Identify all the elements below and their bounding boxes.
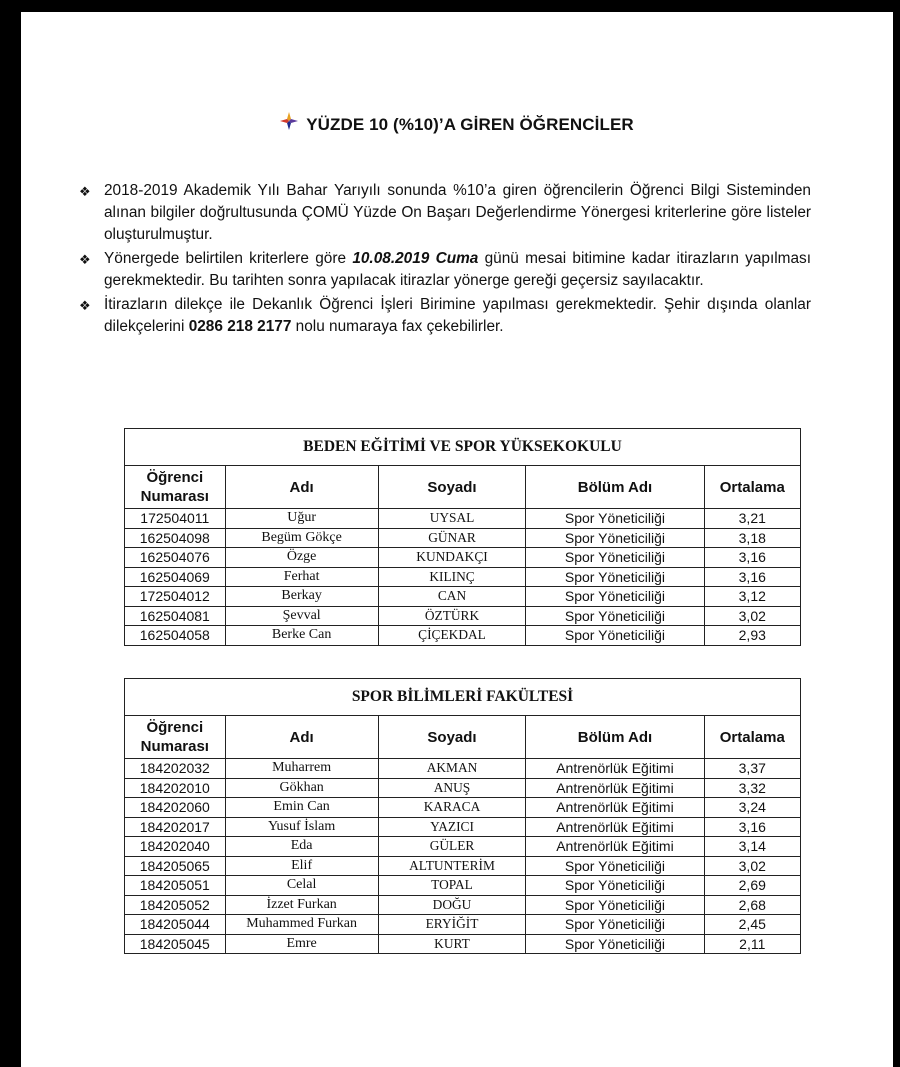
table-cell: ERYİĞİT (378, 915, 526, 935)
table-row (125, 798, 801, 818)
notice-text: günü mesai bitimine kadar itirazların yapılması gerekmektedir. Bu tarihten sonra yapılacak itirazlar yönerge gereği geçersiz sayılacaktır. (104, 250, 811, 289)
table-cell: 184205045 (125, 934, 226, 954)
table-cell: 2,93 (704, 626, 800, 646)
notice-item (79, 248, 811, 292)
table-row (125, 915, 801, 935)
table-cell: Eda (225, 837, 378, 857)
table-cell: 3,12 (704, 587, 800, 607)
table-cell: 162504069 (125, 567, 226, 587)
table-cell: 3,02 (704, 606, 800, 626)
table-row (125, 934, 801, 954)
table-cell: 184202010 (125, 778, 226, 798)
table-cell: Spor Yöneticiliği (526, 626, 704, 646)
column-header: Soyadı (378, 716, 526, 759)
table-cell: 2,45 (704, 915, 800, 935)
table-caption: SPOR BİLİMLERİ FAKÜLTESİ (125, 679, 801, 716)
table-cell: ALTUNTERİM (378, 856, 526, 876)
table-cell: Şevval (225, 606, 378, 626)
table-cell: Antrenörlük Eğitimi (526, 759, 704, 779)
column-header: Bölüm Adı (526, 466, 704, 509)
notice-text: 0286 218 2177 (188, 318, 292, 335)
table-cell: 162504081 (125, 606, 226, 626)
notice-item (79, 294, 811, 338)
table-cell: KUNDAKÇI (378, 548, 526, 568)
table-cell: TOPAL (378, 876, 526, 896)
table-cell: Ferhat (225, 567, 378, 587)
table-cell: Celal (225, 876, 378, 896)
table-cell: Spor Yöneticiliği (526, 567, 704, 587)
table-cell: 2,11 (704, 934, 800, 954)
document-page (21, 12, 893, 1067)
table-cell: UYSAL (378, 509, 526, 529)
table-cell: 184202032 (125, 759, 226, 779)
table-cell: Gökhan (225, 778, 378, 798)
column-header: Adı (225, 466, 378, 509)
table-cell: 184202040 (125, 837, 226, 857)
diamond-bullet-icon: ❖ (79, 252, 91, 267)
table-cell: KURT (378, 934, 526, 954)
table-cell: DOĞU (378, 895, 526, 915)
table-cell: CAN (378, 587, 526, 607)
table-header-row (125, 716, 801, 759)
table-cell: Spor Yöneticiliği (526, 856, 704, 876)
table-row (125, 509, 801, 529)
table-cell: Özge (225, 548, 378, 568)
column-header: Ortalama (704, 466, 800, 509)
table-cell: 184205051 (125, 876, 226, 896)
table-cell: Berkay (225, 587, 378, 607)
table-row (125, 759, 801, 779)
table-row (125, 856, 801, 876)
notice-text: nolu numaraya fax çekebilirler. (291, 318, 504, 335)
table-cell: Antrenörlük Eğitimi (526, 778, 704, 798)
table-cell: Spor Yöneticiliği (526, 587, 704, 607)
table-row (125, 626, 801, 646)
table-header-row (125, 466, 801, 509)
column-header: Öğrenci Numarası (125, 716, 226, 759)
table-cell: 2,68 (704, 895, 800, 915)
table-cell: Emin Can (225, 798, 378, 818)
table-cell: ANUŞ (378, 778, 526, 798)
notice-text: Yönergede belirtilen kriterlere göre (104, 250, 353, 267)
table-cell: KILINÇ (378, 567, 526, 587)
table-cell: YAZICI (378, 817, 526, 837)
notice-text: İtirazların dilekçe ile Dekanlık Öğrenci İşleri Birimine yapılması gerekmektedir. Şehir dışında olanlar dilekçelerini (104, 296, 811, 335)
table-cell: 3,16 (704, 567, 800, 587)
document-title-text: YÜZDE 10 (%10)’A GİREN ÖĞRENCİLER (306, 114, 634, 134)
table-cell: 172504012 (125, 587, 226, 607)
table-cell: Spor Yöneticiliği (526, 548, 704, 568)
table-cell: Uğur (225, 509, 378, 529)
table-cell: 184202060 (125, 798, 226, 818)
table-cell: Muharrem (225, 759, 378, 779)
table-cell: Spor Yöneticiliği (526, 895, 704, 915)
table-cell: İzzet Furkan (225, 895, 378, 915)
column-header: Öğrenci Numarası (125, 466, 226, 509)
table-cell: AKMAN (378, 759, 526, 779)
table-cell: 3,02 (704, 856, 800, 876)
table-row (125, 548, 801, 568)
table-cell: 184202017 (125, 817, 226, 837)
table-cell: Muhammed Furkan (225, 915, 378, 935)
column-header: Ortalama (704, 716, 800, 759)
table-cell: Elif (225, 856, 378, 876)
table-cell: 3,32 (704, 778, 800, 798)
diamond-bullet-icon: ❖ (79, 298, 91, 313)
notice-item (79, 180, 811, 246)
table-row (125, 528, 801, 548)
column-header: Adı (225, 716, 378, 759)
four-point-star-icon (280, 112, 298, 135)
column-header: Bölüm Adı (526, 716, 704, 759)
table-cell: Berke Can (225, 626, 378, 646)
table-row (125, 876, 801, 896)
notice-list (79, 180, 811, 340)
table-cell: 162504058 (125, 626, 226, 646)
table-cell: Spor Yöneticiliği (526, 915, 704, 935)
table-cell: ÖZTÜRK (378, 606, 526, 626)
table-cell: 3,18 (704, 528, 800, 548)
table-cell: 3,21 (704, 509, 800, 529)
diamond-bullet-icon: ❖ (79, 184, 91, 199)
table-caption: BEDEN EĞİTİMİ VE SPOR YÜKSEKOKULU (125, 429, 801, 466)
table-cell: GÜLER (378, 837, 526, 857)
table-beden-egitimi (124, 428, 801, 646)
table-cell: 172504011 (125, 509, 226, 529)
table-cell: ÇİÇEKDAL (378, 626, 526, 646)
document-title (21, 114, 893, 137)
table-cell: Spor Yöneticiliği (526, 876, 704, 896)
column-header: Soyadı (378, 466, 526, 509)
table-row (125, 606, 801, 626)
table-row (125, 567, 801, 587)
table-cell: GÜNAR (378, 528, 526, 548)
table-cell: 3,16 (704, 817, 800, 837)
notice-text: 10.08.2019 Cuma (352, 250, 479, 267)
table-spor-bilimleri (124, 678, 801, 954)
table-cell: Antrenörlük Eğitimi (526, 817, 704, 837)
table-cell: 184205065 (125, 856, 226, 876)
table-cell: 184205052 (125, 895, 226, 915)
table-cell: Spor Yöneticiliği (526, 509, 704, 529)
table-cell: Begüm Gökçe (225, 528, 378, 548)
table-cell: 2,69 (704, 876, 800, 896)
table-cell: Spor Yöneticiliği (526, 934, 704, 954)
table-cell: Antrenörlük Eğitimi (526, 798, 704, 818)
table-row (125, 587, 801, 607)
table-cell: Yusuf İslam (225, 817, 378, 837)
table-row (125, 817, 801, 837)
table-cell: 3,37 (704, 759, 800, 779)
table-cell: 3,16 (704, 548, 800, 568)
table-cell: 3,24 (704, 798, 800, 818)
table-cell: 162504076 (125, 548, 226, 568)
table-cell: Emre (225, 934, 378, 954)
notice-text: 2018-2019 Akademik Yılı Bahar Yarıyılı sonunda %10’a giren öğrencilerin Öğrenci Bilgi Sisteminden alınan bilgiler doğrultusunda ÇOMÜ Yüzde On Başarı Değerlendirme Yönergesi kriterlerine göre listeler oluşturulmuştur. (104, 182, 811, 243)
table-row (125, 778, 801, 798)
table-cell: Antrenörlük Eğitimi (526, 837, 704, 857)
table-row (125, 895, 801, 915)
table-cell: Spor Yöneticiliği (526, 606, 704, 626)
table-row (125, 837, 801, 857)
table-cell: 184205044 (125, 915, 226, 935)
table-cell: Spor Yöneticiliği (526, 528, 704, 548)
table-cell: 3,14 (704, 837, 800, 857)
table-cell: 162504098 (125, 528, 226, 548)
table-cell: KARACA (378, 798, 526, 818)
